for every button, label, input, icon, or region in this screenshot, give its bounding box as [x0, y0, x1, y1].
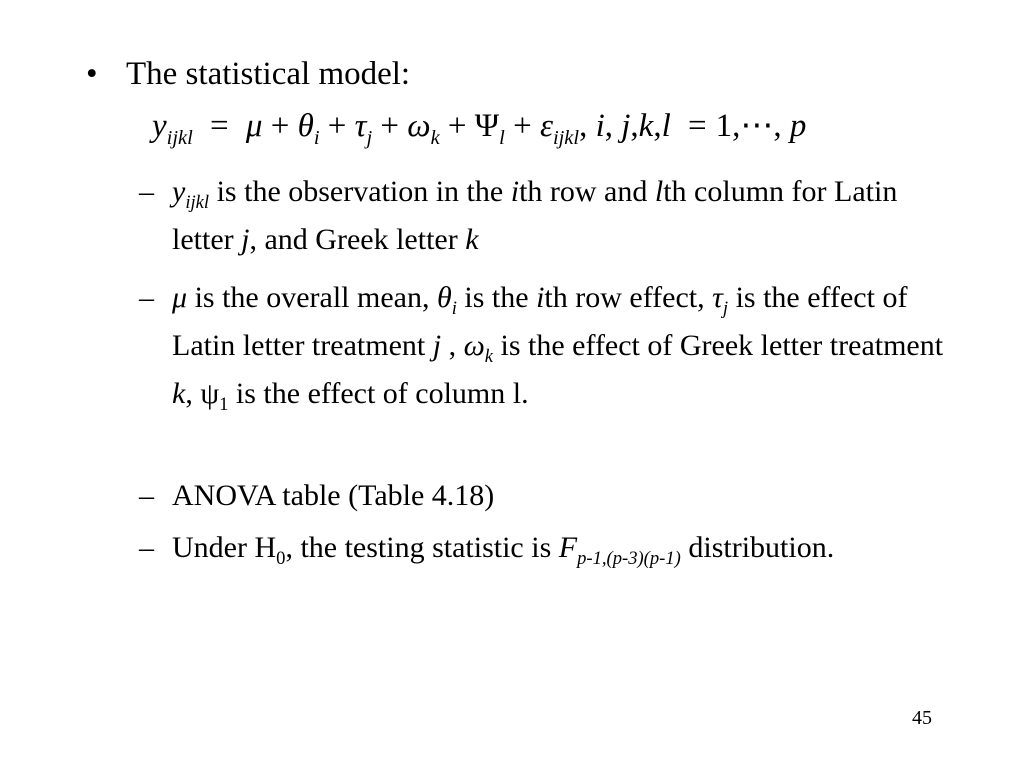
eq-comma-5: ,	[732, 108, 741, 144]
tau-symbol: τ	[712, 281, 723, 314]
f-symbol: F	[558, 531, 578, 564]
dash-icon: –	[139, 479, 154, 512]
eq-index-l: l	[661, 108, 671, 144]
eq-omega-sub: k	[430, 126, 440, 149]
psi-symbol: ψ	[200, 377, 220, 410]
eq-tau-sub: j	[366, 126, 373, 149]
eq-psi-sub: l	[499, 126, 505, 149]
eq-comma-6: ,	[773, 108, 782, 144]
omega-symbol: ω	[463, 329, 485, 362]
eq-tau: τ	[354, 108, 367, 144]
sub-item-observation: – $y_{ijkl}$ is the observation in the ith row and lth column for Latin letter j, and Greek letter k	[139, 168, 959, 264]
eq-comma-3: ,	[630, 108, 639, 144]
y-subscript: ijkl	[185, 192, 210, 214]
bullet-text: The statistical model:	[126, 56, 411, 92]
eq-y: y	[152, 108, 167, 144]
dash-icon: –	[139, 281, 154, 314]
eq-index-j: j	[621, 108, 631, 144]
eq-comma-1: ,	[579, 108, 588, 144]
eq-comma-4: ,	[653, 108, 662, 144]
dash-icon: –	[139, 175, 154, 208]
eq-plus-5: +	[513, 108, 532, 144]
eq-equals-2: =	[687, 108, 707, 144]
eq-one: 1	[715, 108, 733, 144]
y-symbol: y	[172, 175, 186, 208]
theta-symbol: θ	[436, 281, 452, 314]
eq-y-sub: ijkl	[166, 126, 193, 149]
eq-omega: ω	[407, 108, 431, 144]
page-number: 45	[912, 707, 932, 729]
eq-plus-4: +	[447, 108, 467, 144]
sub-item-test-statistic: – Under $H_0$, the testing statistic is $F_{p-1,(p-3)(p-1)}$ distribution.	[139, 524, 959, 572]
eq-p: p	[789, 108, 807, 144]
mu-symbol: μ	[172, 281, 188, 314]
eq-mu: μ	[245, 108, 263, 144]
eq-index-k: k	[638, 108, 654, 144]
sub-item-anova-table: – ANOVA table (Table 4.18)	[139, 472, 959, 520]
eq-equals: =	[210, 108, 229, 144]
eq-dots: ⋯	[740, 108, 774, 144]
eq-index-i: i	[595, 108, 605, 144]
eq-eps: ε	[539, 108, 553, 144]
sub-item-effects: – μ is the overall mean, $\theta_i$ is the ith row effect, $\tau_j$ is the effect of Latin letter treatment j , $\omega_k$ is the effect of Greek letter treatment k, $\psi_1$ is the effect of column l.	[139, 274, 959, 418]
model-equation	[152, 104, 806, 148]
bullet-icon: •	[86, 56, 98, 92]
eq-comma-2: ,	[604, 108, 613, 144]
eq-plus-2: +	[327, 108, 347, 144]
eq-eps-sub: ijkl	[552, 126, 580, 149]
eq-plus-1: +	[270, 108, 290, 144]
eq-psi: Ψ	[474, 108, 500, 144]
eq-theta: θ	[297, 108, 314, 144]
eq-plus-3: +	[380, 108, 399, 144]
eq-theta-sub: i	[313, 126, 320, 149]
dash-icon: –	[139, 531, 154, 564]
main-bullet	[86, 52, 410, 96]
